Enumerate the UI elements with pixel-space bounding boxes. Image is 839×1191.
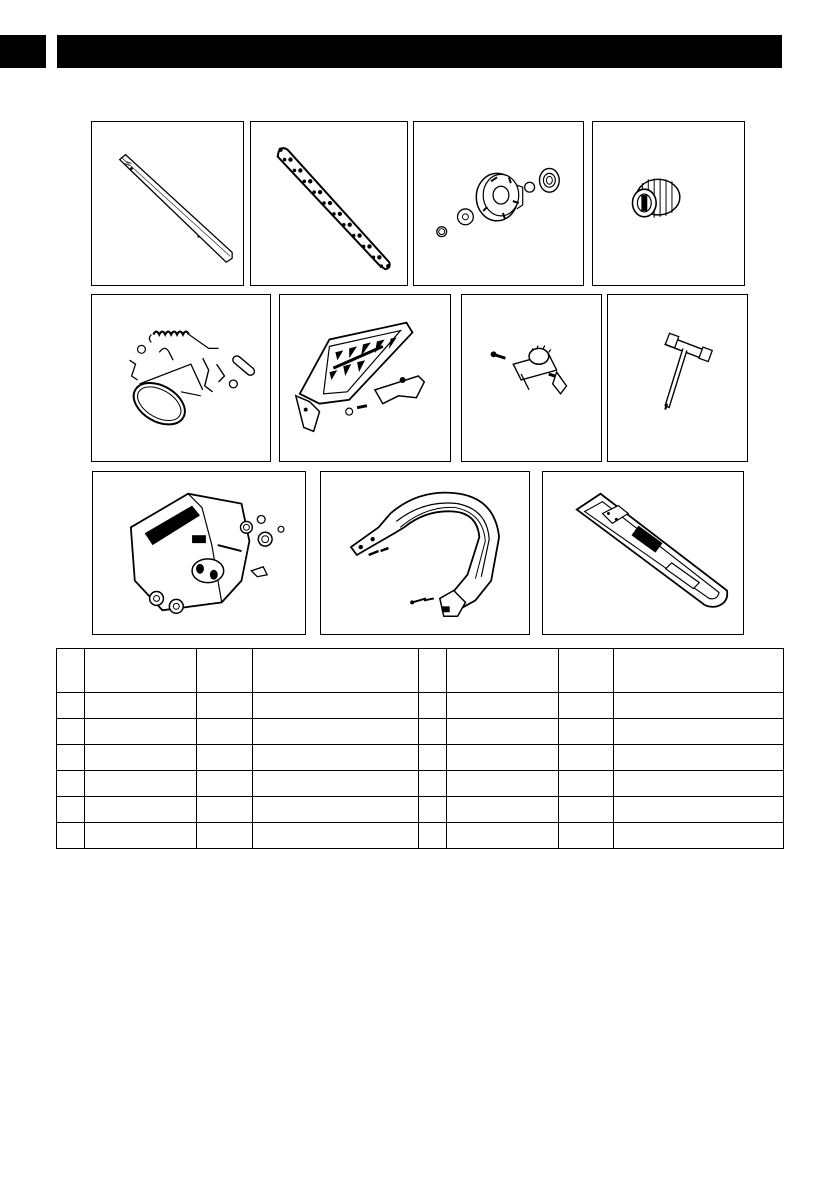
section-tab bbox=[0, 35, 46, 68]
table-cell bbox=[57, 823, 85, 849]
part-box-sprocket-cover bbox=[92, 471, 306, 635]
table-cell bbox=[419, 745, 447, 771]
sprocket-cover-icon bbox=[93, 472, 305, 634]
table-row bbox=[57, 797, 784, 823]
chain-brake-handguard-icon bbox=[280, 295, 450, 461]
table-cell bbox=[614, 823, 784, 849]
table-header-cell bbox=[57, 649, 85, 693]
clutch-drum-sprocket-icon bbox=[414, 122, 583, 285]
table-header-row bbox=[57, 649, 784, 693]
guide-bar-icon bbox=[92, 122, 243, 285]
table-cell bbox=[57, 745, 85, 771]
part-box-scabbard bbox=[542, 471, 744, 635]
table-cell bbox=[57, 719, 85, 745]
saw-chain-icon bbox=[251, 122, 407, 285]
table-header-cell bbox=[559, 649, 614, 693]
table-cell bbox=[559, 693, 614, 719]
table-cell bbox=[559, 823, 614, 849]
table-cell bbox=[85, 797, 197, 823]
table-cell bbox=[614, 797, 784, 823]
part-box-chain-brake bbox=[279, 294, 451, 462]
table-cell bbox=[85, 693, 197, 719]
part-box-saw-chain bbox=[250, 121, 408, 286]
table-cell bbox=[197, 771, 253, 797]
table-cell bbox=[197, 797, 253, 823]
front-handle-icon bbox=[321, 472, 529, 634]
table-cell bbox=[447, 693, 559, 719]
table-header-cell bbox=[419, 649, 447, 693]
table-cell bbox=[197, 693, 253, 719]
table-cell bbox=[419, 771, 447, 797]
table-row bbox=[57, 719, 784, 745]
table-row bbox=[57, 693, 784, 719]
table-header-cell bbox=[447, 649, 559, 693]
table-cell bbox=[419, 797, 447, 823]
table-cell bbox=[57, 693, 85, 719]
table-cell bbox=[447, 719, 559, 745]
table-cell bbox=[419, 719, 447, 745]
table-cell bbox=[559, 719, 614, 745]
table-cell bbox=[614, 693, 784, 719]
table-header-cell bbox=[253, 649, 419, 693]
table-cell bbox=[614, 719, 784, 745]
table-cell bbox=[559, 745, 614, 771]
table-row bbox=[57, 771, 784, 797]
table-cell bbox=[253, 719, 419, 745]
table-cell bbox=[57, 771, 85, 797]
table-header-cell bbox=[614, 649, 784, 693]
part-box-oil-cap bbox=[592, 121, 745, 286]
bar-wrench-icon bbox=[608, 295, 747, 461]
table-cell bbox=[447, 823, 559, 849]
part-box-brake-kit bbox=[91, 294, 271, 462]
part-box-clutch-drum bbox=[413, 121, 584, 286]
parts-table bbox=[56, 648, 784, 849]
table-row bbox=[57, 823, 784, 849]
table-header-cell bbox=[197, 649, 253, 693]
table-cell bbox=[85, 745, 197, 771]
bar-scabbard-icon bbox=[543, 472, 743, 634]
table-cell bbox=[197, 823, 253, 849]
chain-tensioner-icon bbox=[462, 295, 601, 461]
table-cell bbox=[85, 719, 197, 745]
table-cell bbox=[614, 771, 784, 797]
oil-cap-icon bbox=[593, 122, 744, 285]
part-box-guide-bar bbox=[91, 121, 244, 286]
table-cell bbox=[85, 823, 197, 849]
table-cell bbox=[419, 823, 447, 849]
table-row bbox=[57, 745, 784, 771]
table-cell bbox=[447, 771, 559, 797]
table-cell bbox=[447, 745, 559, 771]
table-cell bbox=[253, 693, 419, 719]
table-cell bbox=[85, 771, 197, 797]
table-cell bbox=[559, 771, 614, 797]
part-box-wrench bbox=[607, 294, 748, 462]
table-cell bbox=[559, 797, 614, 823]
table-cell bbox=[253, 771, 419, 797]
table-cell bbox=[57, 797, 85, 823]
part-box-front-handle bbox=[320, 471, 530, 635]
brake-spring-band-kit-icon bbox=[92, 295, 270, 461]
header-bar bbox=[57, 35, 782, 68]
table-cell bbox=[197, 745, 253, 771]
table-cell bbox=[253, 823, 419, 849]
table-cell bbox=[614, 745, 784, 771]
table-cell bbox=[253, 745, 419, 771]
table-cell bbox=[447, 797, 559, 823]
table-cell bbox=[197, 719, 253, 745]
part-box-tensioner bbox=[461, 294, 602, 462]
table-cell bbox=[419, 693, 447, 719]
table-cell bbox=[253, 797, 419, 823]
table-header-cell bbox=[85, 649, 197, 693]
